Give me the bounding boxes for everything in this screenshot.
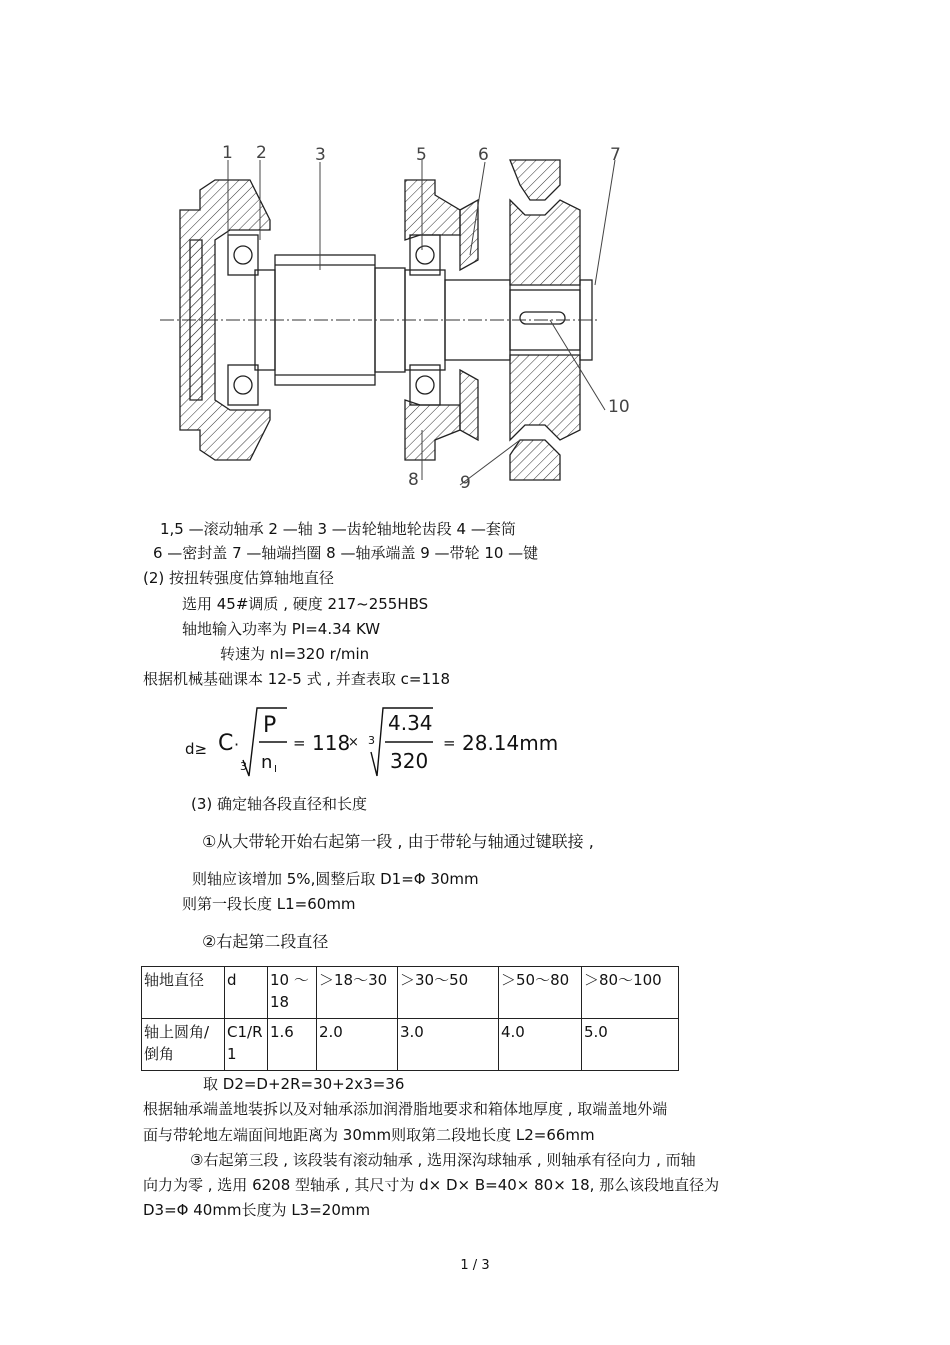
legend-line-1: 1,5 —滚动轴承 2 —轴 3 —齿轮轴地轮齿段 4 —套筒 bbox=[160, 520, 516, 538]
step3-line-c: D3=Φ 40mm长度为 L3=20mm bbox=[143, 1201, 371, 1219]
table-cell: ＞18～30 bbox=[317, 967, 398, 1019]
table-cell: 4.0 bbox=[499, 1019, 582, 1071]
paragraph-line-a: 根据轴承端盖地装拆以及对轴承添加润滑脂地要求和箱体地厚度 , 取端盖地外端 bbox=[143, 1100, 668, 1118]
step3-line-a: ③右起第三段 , 该段装有滚动轴承 , 选用深沟球轴承 , 则轴承有径向力 , 而轴 bbox=[190, 1151, 696, 1169]
formula-num: 4.34 bbox=[388, 711, 433, 735]
formula-n-sub: Ⅰ bbox=[274, 764, 277, 775]
formula-eq1: = bbox=[293, 734, 306, 752]
formula-result: 28.14mm bbox=[462, 731, 559, 755]
legend-line-2: 6 —密封盖 7 —轴端挡圈 8 —轴承端盖 9 —带轮 10 —键 bbox=[153, 544, 539, 562]
table-cell: 轴地直径 bbox=[142, 967, 225, 1019]
formula-C: C bbox=[218, 731, 234, 756]
table-cell: ＞50～80 bbox=[499, 967, 582, 1019]
material-text: 选用 45#调质 , 硬度 217~255HBS bbox=[182, 595, 429, 613]
drawing-label-8: 8 bbox=[408, 470, 419, 490]
formula-root-index2: 3 bbox=[368, 734, 375, 747]
formula-times: × bbox=[348, 735, 359, 750]
formula-coef: 118 bbox=[312, 731, 351, 755]
table-row bbox=[142, 967, 679, 1019]
drawing-label-9: 9 bbox=[460, 473, 471, 493]
section3-heading: (3) 确定轴各段直径和长度 bbox=[191, 795, 368, 813]
drawing-label-1: 1 bbox=[222, 143, 233, 163]
page-number: 1 / 3 bbox=[460, 1258, 490, 1273]
step1-line-c: 则第一段长度 L1=60mm bbox=[182, 895, 356, 913]
reference-text: 根据机械基础课本 12-5 式 , 并查表取 c=118 bbox=[143, 670, 451, 688]
step2-heading: ②右起第二段直径 bbox=[202, 932, 329, 951]
formula-eq2: = bbox=[443, 734, 456, 752]
drawing-label-7: 7 bbox=[610, 145, 621, 165]
step1-line-b: 则轴应该增加 5%,圆整后取 D1=Φ 30mm bbox=[192, 870, 479, 888]
drawing-label-2: 2 bbox=[256, 143, 267, 163]
table-cell: ＞30～50 bbox=[398, 967, 499, 1019]
diameter-formula bbox=[185, 702, 605, 780]
table-cell: C1/R1 bbox=[225, 1019, 268, 1071]
drawing-label-5: 5 bbox=[416, 145, 427, 165]
step1-line-a: ①从大带轮开始右起第一段 , 由于带轮与轴通过键联接 , bbox=[202, 832, 594, 851]
d2-text: 取 D2=D+2R=30+2x3=36 bbox=[203, 1075, 405, 1093]
drawing-label-10: 10 bbox=[608, 397, 630, 417]
table-cell: 2.0 bbox=[317, 1019, 398, 1071]
formula-root-index: 3 bbox=[240, 760, 247, 773]
drawing-label-6: 6 bbox=[478, 145, 489, 165]
formula-P: P bbox=[263, 713, 277, 738]
table-cell bbox=[268, 967, 317, 1019]
power-text: 轴地输入功率为 PⅠ=4.34 KW bbox=[182, 620, 381, 638]
table-cell: d bbox=[225, 967, 268, 1019]
formula-n: n bbox=[261, 752, 273, 773]
paragraph-line-b: 面与带轮地左端面间地距离为 30mm则取第二段地长度 L2=66mm bbox=[143, 1126, 595, 1144]
formula-d: d≥ bbox=[185, 740, 208, 758]
table-cell: 5.0 bbox=[582, 1019, 679, 1071]
table-cell-text: 10 ～18 bbox=[270, 971, 309, 1011]
shaft-assembly-drawing bbox=[160, 140, 640, 500]
formula-dot: · bbox=[234, 735, 240, 754]
table-cell: 轴上圆角/倒角 bbox=[142, 1019, 225, 1071]
table-cell: ＞80～100 bbox=[582, 967, 679, 1019]
table-row bbox=[142, 1019, 679, 1071]
speed-text: 转速为 nⅠ=320 r/min bbox=[220, 645, 370, 663]
table-cell: 3.0 bbox=[398, 1019, 499, 1071]
fillet-chamfer-table bbox=[141, 966, 679, 1071]
table-cell: 1.6 bbox=[268, 1019, 317, 1071]
drawing-label-3: 3 bbox=[315, 145, 326, 165]
step3-line-b: 向力为零 , 选用 6208 型轴承 , 其尺寸为 d× D× B=40× 80× 18, 那么该段地直径为 bbox=[143, 1176, 720, 1194]
formula-den: 320 bbox=[390, 749, 429, 773]
section2-heading: (2) 按扭转强度估算轴地直径 bbox=[143, 569, 335, 587]
